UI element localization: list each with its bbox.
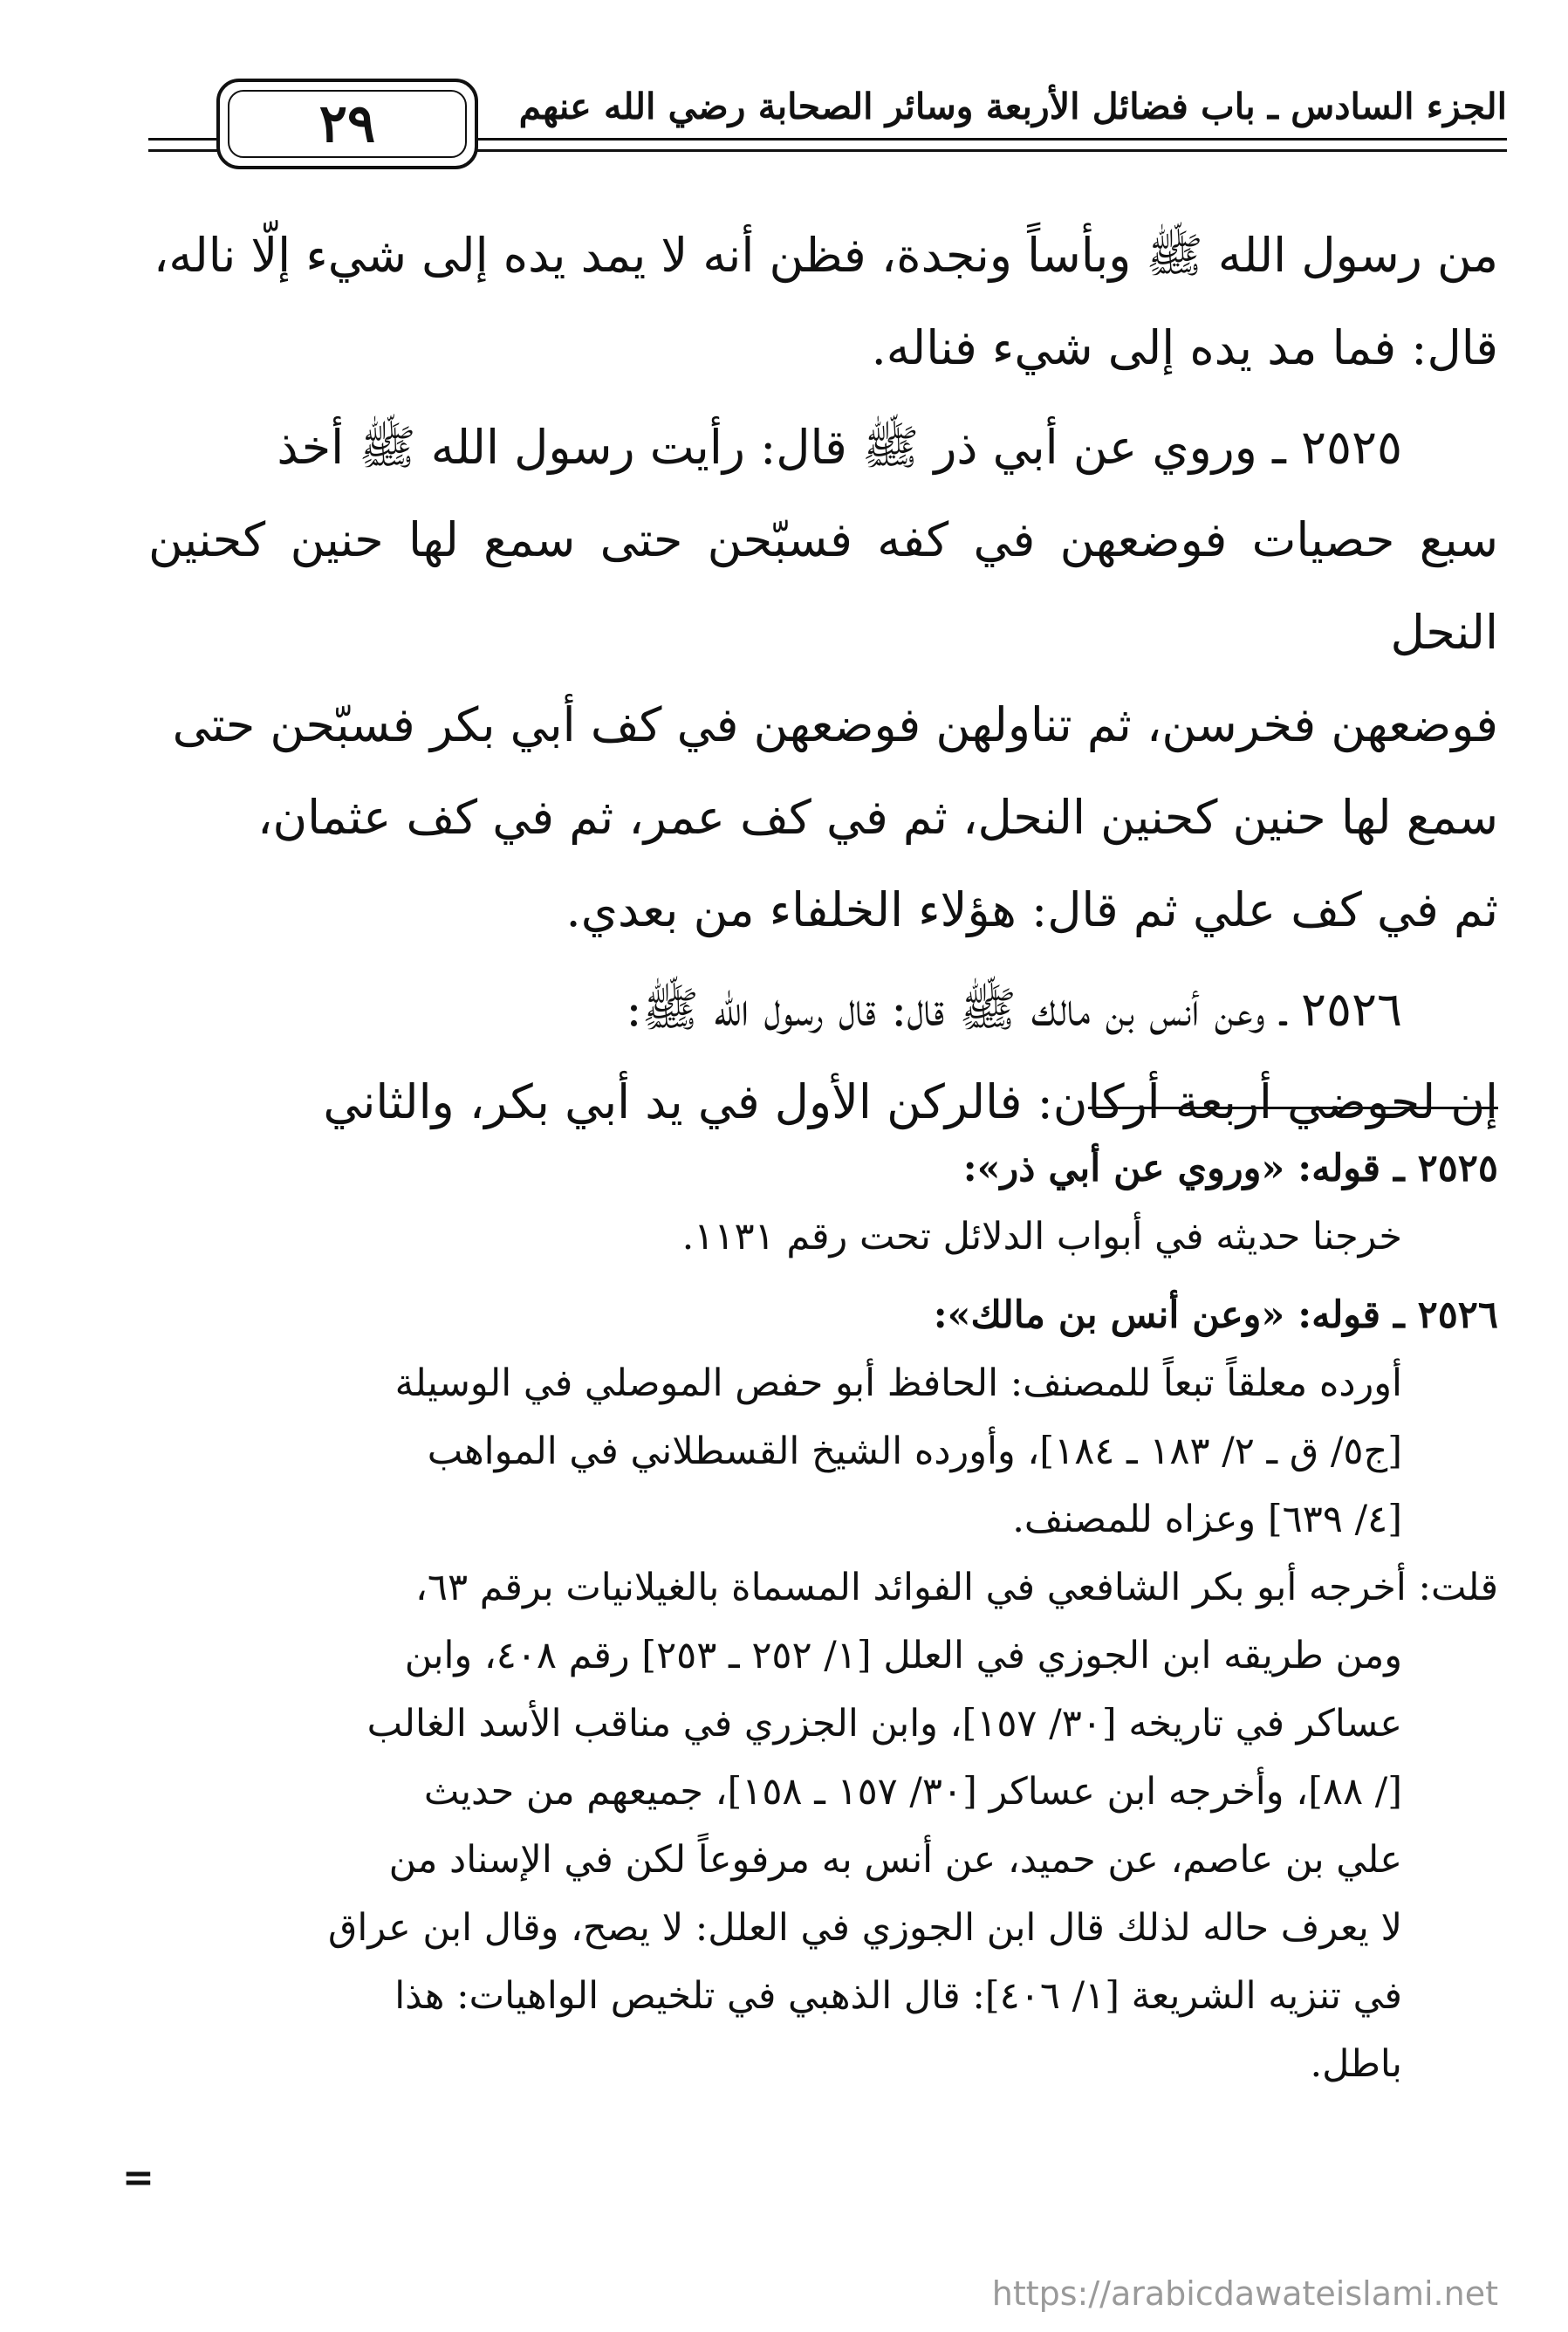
main-line-hadith-2526: ٢٥٢٦ ـ وعن أنس بن مالك ﷺ قال: قال رسول الله ﷺ:	[626, 982, 1402, 1037]
footnote-line: [٤/ ٦٣٩] وعزاه للمصنف.	[1012, 1498, 1402, 1541]
source-watermark: https://arabicdawateislami.net	[991, 2274, 1498, 2313]
footnote-line: في تنزيه الشريعة [١/ ٤٠٦]: قال الذهبي في تلخيص الواهيات: هذا	[394, 1974, 1402, 2018]
main-line-hadith-2525: ٢٥٢٥ ـ وروي عن أبي ذر ﷺ قال: رأيت رسول الله ﷺ أخذ	[277, 420, 1402, 475]
main-text	[148, 209, 1498, 1149]
footnote-line: [/ ٨٨]، وأخرجه ابن عساكر [٣٠/ ١٥٧ ـ ١٥٨]، جميعهم من حديث	[423, 1770, 1402, 1814]
footnotes	[148, 1135, 1498, 2098]
footnote-line: [ج٥/ ق ـ ٢/ ١٨٣ ـ ١٨٤]، وأورده الشيخ القسطلاني في المواهب	[427, 1430, 1402, 1473]
footnote-line: عساكر في تاريخه [٣٠/ ١٥٧]، وابن الجزري في مناقب الأسد الغالب	[366, 1702, 1402, 1746]
footnote-line: علي بن عاصم، عن حميد، عن أنس به مرفوعاً لكن في الإسناد من	[388, 1838, 1402, 1882]
footnote-line: ومن طريقه ابن الجوزي في العلل [١/ ٢٥٢ ـ ٢٥٣] رقم ٤٠٨، وابن	[404, 1634, 1402, 1677]
footnote-line: خرجنا حديثه في أبواب الدلائل تحت رقم ١١٣١.	[681, 1215, 1402, 1259]
footnote-line: قلت: أخرجه أبو بكر الشافعي في الفوائد المسماة بالغيلانيات برقم ٦٣،	[415, 1566, 1498, 1609]
footnote-line: باطل.	[1310, 2042, 1402, 2086]
running-title: الجزء السادس ـ باب فضائل الأربعة وسائر الصحابة رضي الله عنهم	[518, 86, 1507, 127]
main-line: من رسول الله ﷺ وبأساً ونجدة، فظن أنه لا يمد يده إلى شيء إلّا ناله،	[153, 228, 1498, 283]
footnote-heading-2526: ٢٥٢٦ ـ قوله: «وعن أنس بن مالك»:	[933, 1293, 1498, 1337]
page-number: ٢٩	[318, 93, 376, 154]
footnote-line: أورده معلقاً تبعاً للمصنف: الحافظ أبو حفص الموصلي في الوسيلة	[394, 1361, 1402, 1405]
footnote-heading-2525: ٢٥٢٥ ـ قوله: «وروي عن أبي ذر»:	[962, 1147, 1498, 1190]
main-line: فوضعهن فخرسن، ثم تناولهن فوضعهن في كف أبي بكر فسبّحن حتى	[172, 697, 1498, 752]
page-number-frame	[216, 79, 478, 169]
continuation-mark: =	[122, 2156, 154, 2200]
footnote-line: لا يعرف حاله لذلك قال ابن الجوزي في العلل: لا يصح، وقال ابن عراق	[328, 1906, 1402, 1950]
footnote-separator	[1088, 1107, 1498, 1109]
main-line: سبع حصيات فوضعهن في كفه فسبّحن حتى سمع لها حنين كحنين النحل	[148, 512, 1498, 660]
main-line: ثم في كف علي ثم قال: هؤلاء الخلفاء من بعدي.	[565, 882, 1498, 937]
page-header	[148, 70, 1507, 166]
main-line: قال: فما مد يده إلى شيء فناله.	[871, 320, 1498, 375]
main-line: إن لحوضي أربعة أركان: فالركن الأول في يد أبي بكر، والثاني	[323, 1074, 1498, 1129]
main-line: سمع لها حنين كحنين النحل، ثم في كف عمر، ثم في كف عثمان،	[257, 790, 1498, 845]
